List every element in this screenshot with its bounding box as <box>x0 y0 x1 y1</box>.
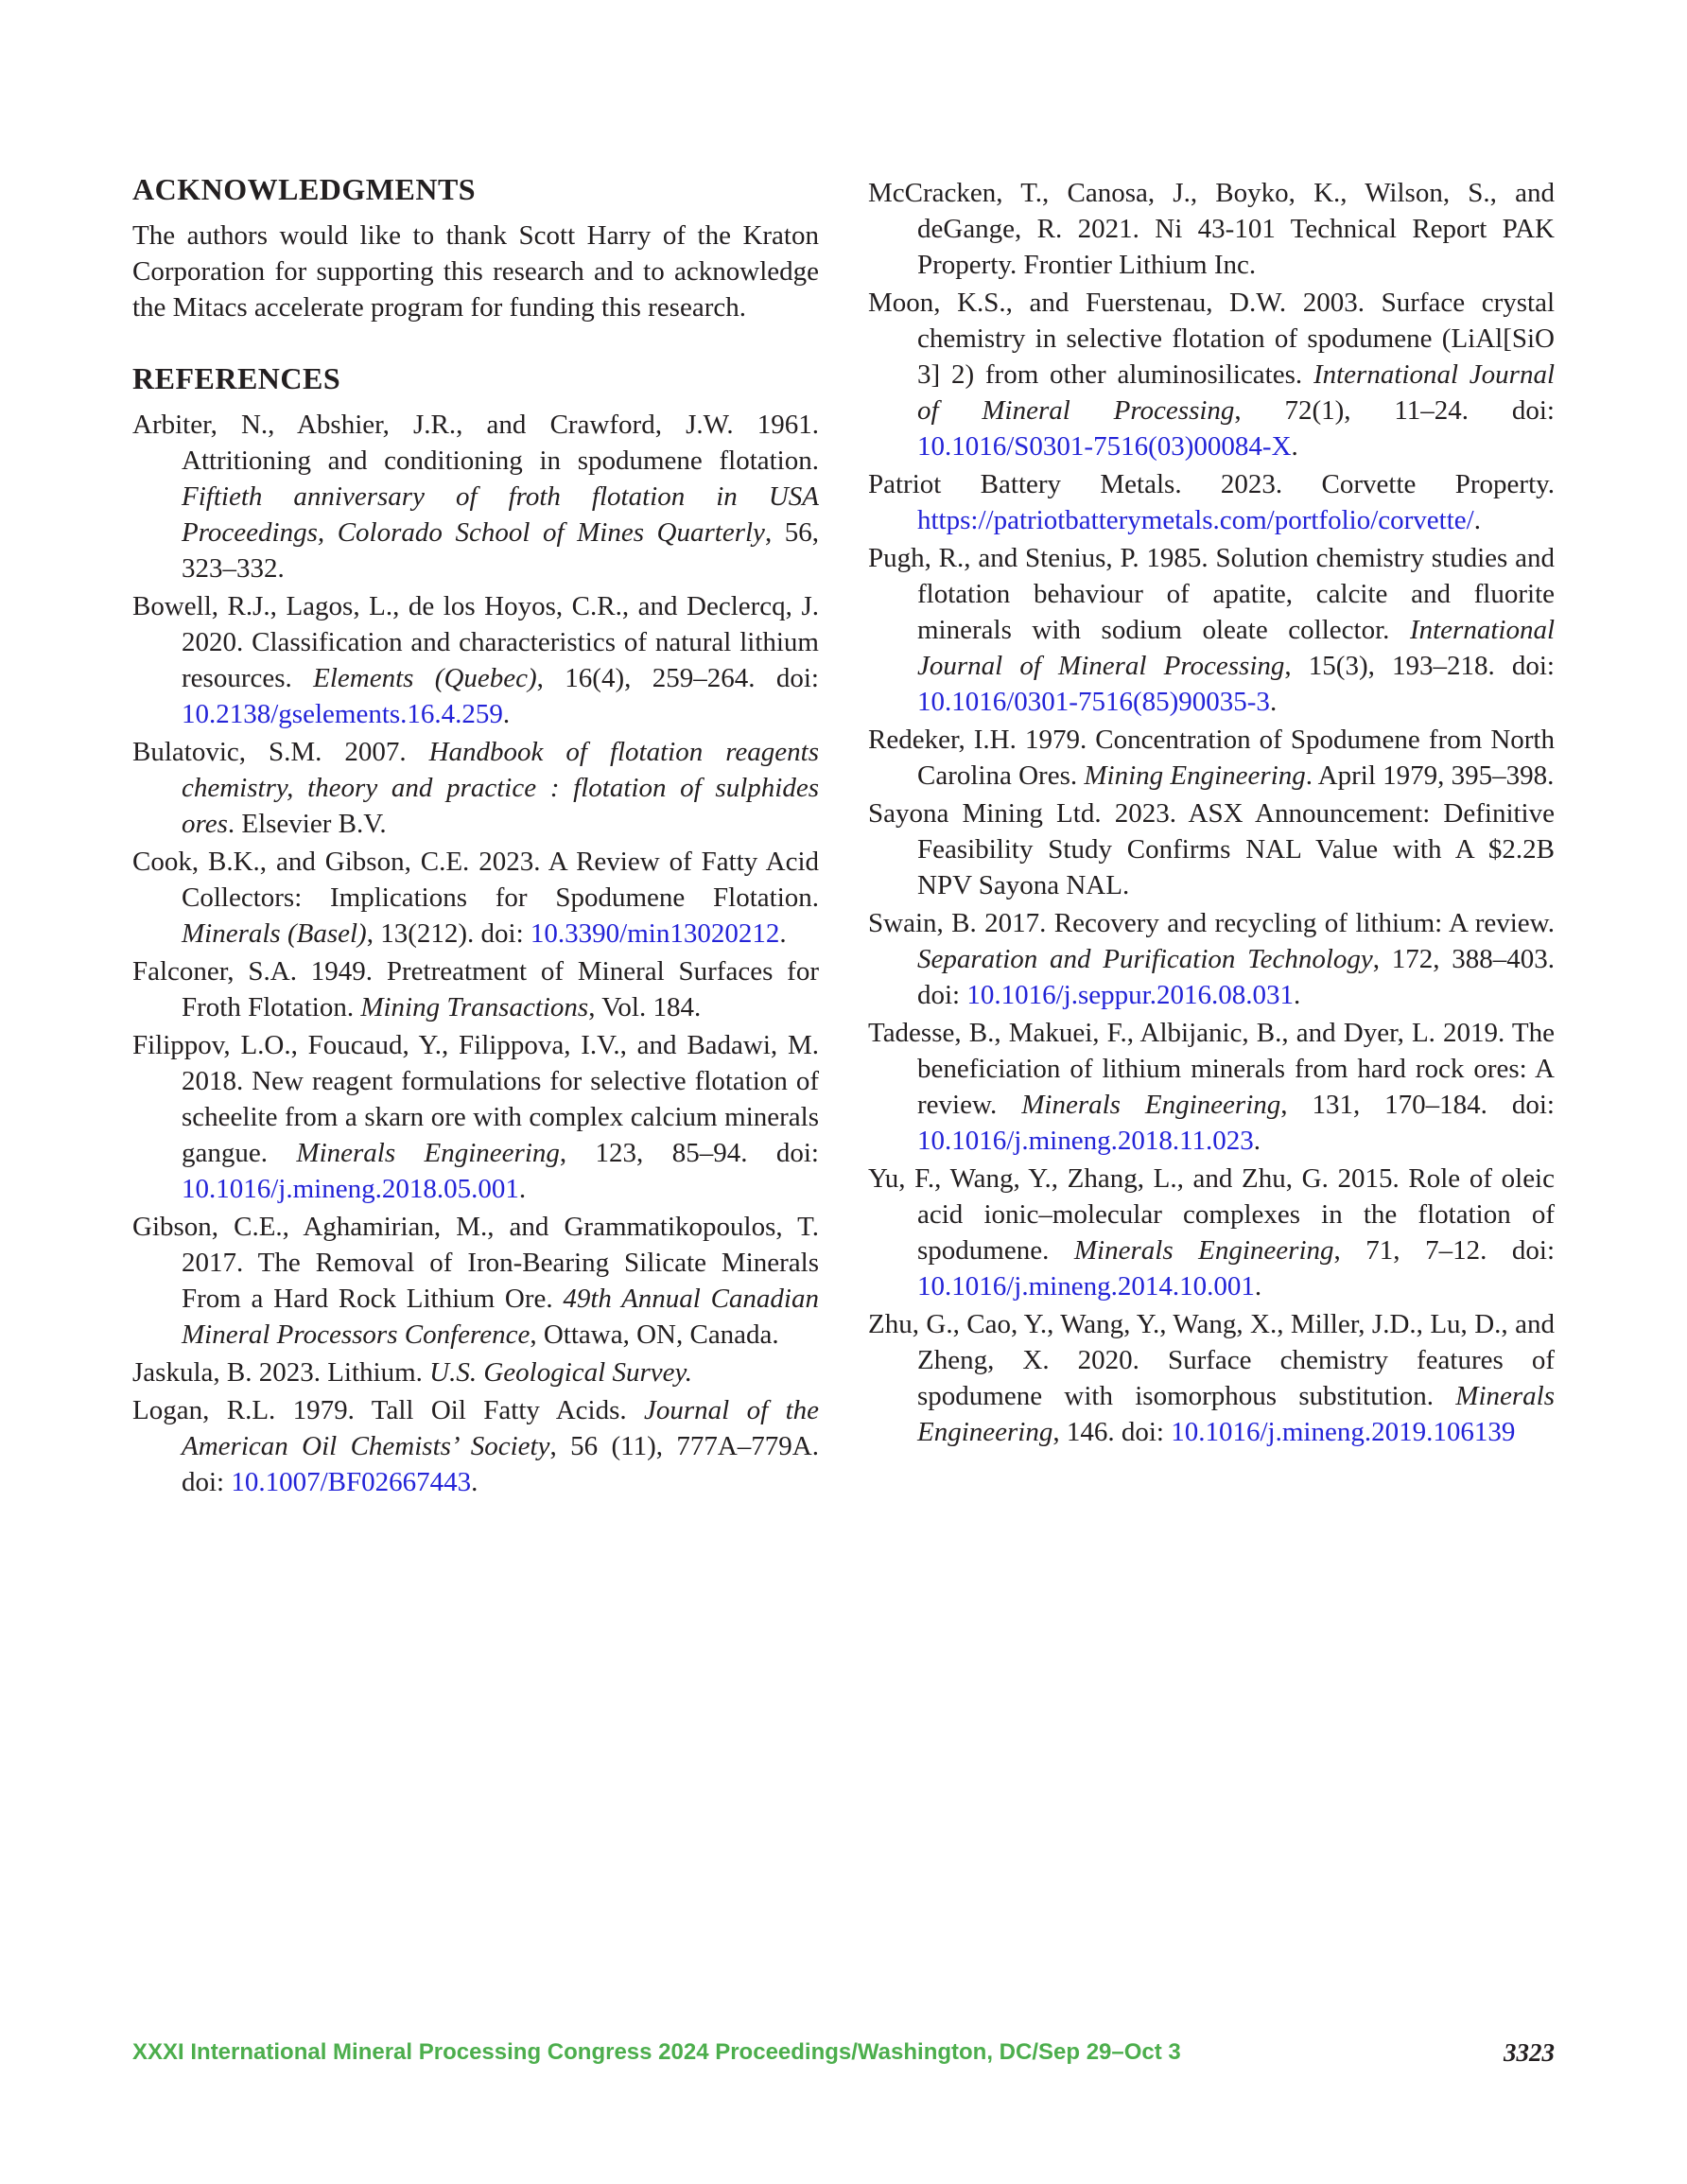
reference-entry <box>132 1209 819 1353</box>
reference-entry <box>132 953 819 1025</box>
references-list-right <box>868 175 1555 1450</box>
reference-entry <box>132 844 819 952</box>
reference-entry <box>132 1027 819 1207</box>
reference-text: Bulatovic, S.M. 2007. <box>132 737 429 767</box>
reference-text: McCracken, T., Canosa, J., Boyko, K., Wilson, S., and deGange, R. 2021. Ni 43-101 Technical Report PAK Property. Frontier Lithium Inc. <box>868 178 1555 280</box>
reference-source-title: Minerals (Basel) <box>182 918 367 949</box>
reference-text: Pugh, R., and Stenius, P. 1985. Solution chemistry studies and flotation behaviour of apatite, calcite and fluorite minerals with sodium oleate collector. <box>868 543 1555 645</box>
reference-entry <box>868 722 1555 794</box>
reference-entry <box>868 285 1555 464</box>
reference-doi-link[interactable]: 10.1016/j.mineng.2019.106139 <box>1171 1417 1516 1447</box>
reference-doi-label: doi: <box>1121 1417 1172 1447</box>
reference-doi-link[interactable]: 10.3390/min13020212 <box>530 918 780 949</box>
reference-doi-link[interactable]: 10.1016/j.mineng.2018.11.023 <box>917 1126 1254 1156</box>
reference-text: Yu, F., Wang, Y., Zhang, L., and Zhu, G. 2015. Role of oleic acid ionic–molecular complexes in the flotation of spodumene. <box>868 1163 1555 1266</box>
reference-end-punctuation: . <box>1269 687 1278 717</box>
reference-doi-label: doi: <box>775 1138 819 1168</box>
reference-details: , 123, 85–94. <box>559 1138 776 1168</box>
reference-entry <box>132 588 819 732</box>
left-column <box>132 170 819 1502</box>
reference-entry <box>868 466 1555 538</box>
reference-details: , Ottawa, ON, Canada. <box>530 1319 779 1350</box>
reference-doi-link[interactable]: 10.1016/S0301-7516(03)00084-X <box>917 431 1292 462</box>
reference-source-title: Minerals Engineering <box>1021 1090 1281 1120</box>
reference-source-title: International Journal of Mineral Processing <box>917 359 1556 426</box>
reference-text: Cook, B.K., and Gibson, C.E. 2023. A Review of Fatty Acid Collectors: Implications for Spodumene Flotation. <box>132 847 819 913</box>
reference-source-title: Fiftieth anniversary of froth flotation in USA Proceedings, Colorado School of Mines Quarterly <box>182 481 819 548</box>
reference-source-title: Separation and Purification Technology <box>917 944 1373 974</box>
reference-end-punctuation: . <box>779 918 787 949</box>
reference-doi-link[interactable]: 10.2138/gselements.16.4.259 <box>182 699 503 729</box>
reference-end-punctuation: . <box>502 699 511 729</box>
right-column <box>868 175 1555 1452</box>
acknowledgments-text: The authors would like to thank Scott Harry of the Kraton Corporation for supporting this research and to acknowledge the Mitacs accelerate program for funding this research. <box>132 220 819 323</box>
reference-doi-link[interactable]: 10.1016/0301-7516(85)90035-3 <box>917 687 1270 717</box>
reference-doi-label: doi: <box>1511 1090 1555 1120</box>
reference-doi-link[interactable]: 10.1007/BF02667443 <box>231 1467 472 1497</box>
reference-source-title: Minerals Engineering <box>296 1138 560 1168</box>
reference-details: , Vol. 184. <box>588 992 702 1022</box>
reference-details: . April 1979, 395–398. <box>1305 760 1555 791</box>
reference-details: , 146. <box>1052 1417 1122 1447</box>
reference-entry <box>868 1161 1555 1304</box>
reference-doi-link[interactable]: https://patriotbatterymetals.com/portfolio/corvette/ <box>917 505 1474 535</box>
reference-text: Zhu, G., Cao, Y., Wang, Y., Wang, X., Miller, J.D., Lu, D., and Zheng, X. 2020. Surface chemistry features of spodumene with isomorphous substitution. <box>868 1309 1555 1411</box>
reference-entry <box>132 1392 819 1500</box>
reference-source-title: Minerals Engineering <box>1073 1235 1334 1266</box>
reference-text: Sayona Mining Ltd. 2023. ASX Announcement: Definitive Feasibility Study Confirms NAL Value with A $2.2B NPV Sayona NAL. <box>868 798 1555 900</box>
reference-doi-link[interactable]: 10.1016/j.mineng.2014.10.001 <box>917 1271 1255 1302</box>
reference-end-punctuation: . <box>1293 980 1301 1010</box>
reference-source-title: International Journal of Mineral Processing <box>917 615 1555 681</box>
reference-doi-label: doi: <box>775 663 819 693</box>
reference-text: Tadesse, B., Makuei, F., Albijanic, B., and Dyer, L. 2019. The beneficiation of lithium minerals from hard rock ores: A review. <box>868 1018 1555 1120</box>
reference-source-title: Minerals Engineering <box>917 1381 1555 1447</box>
reference-entry <box>132 407 819 586</box>
reference-details: , 16(4), 259–264. <box>536 663 776 693</box>
reference-doi-label: doi: <box>480 918 530 949</box>
reference-source-title: Journal of the American Oil Chemists’ Society <box>182 1395 819 1461</box>
reference-entry <box>868 905 1555 1013</box>
reference-details: , 13(212). <box>366 918 481 949</box>
reference-entry <box>868 1015 1555 1159</box>
reference-text: Patriot Battery Metals. 2023. Corvette Property. <box>868 469 1555 499</box>
reference-source-title: Handbook of flotation reagents chemistry, theory and practice : flotation of sulphides ores <box>182 737 819 839</box>
reference-text: Bowell, R.J., Lagos, L., de los Hoyos, C.R., and Declercq, J. 2020. Classification and characteristics of natural lithium resources. <box>132 591 819 693</box>
footer-page-number: 3323 <box>1504 2037 1555 2067</box>
reference-source-title: Mining Transactions <box>360 992 589 1022</box>
reference-text: Jaskula, B. 2023. Lithium. <box>132 1357 430 1388</box>
reference-doi-label: doi: <box>1511 1235 1556 1266</box>
reference-entry <box>868 795 1555 903</box>
reference-entry <box>132 734 819 842</box>
reference-end-punctuation: . <box>518 1174 527 1204</box>
reference-end-punctuation: . <box>1291 431 1298 462</box>
reference-details: , 72(1), 11–24. <box>1234 395 1512 426</box>
reference-details: . Elsevier B.V. <box>227 809 387 839</box>
reference-end-punctuation: . <box>1253 1126 1261 1156</box>
footer-conference-title: XXXI International Mineral Processing Congress 2024 Proceedings/Washington, DC/Sep 29–Oct 3 <box>132 2039 1181 2065</box>
reference-details: , 56 (11), 777A–779A. <box>549 1431 819 1461</box>
acknowledgments-heading: ACKNOWLEDGMENTS <box>132 172 477 206</box>
reference-text: Gibson, C.E., Aghamirian, M., and Grammatikopoulos, T. 2017. The Removal of Iron-Bearing Silicate Minerals From a Hard Rock Lithium Ore. <box>132 1212 819 1314</box>
reference-details: , 56, 323–332. <box>182 517 820 584</box>
reference-entry <box>868 175 1555 283</box>
references-heading: REFERENCES <box>132 361 341 395</box>
reference-entry <box>132 1354 819 1390</box>
reference-text: Arbiter, N., Abshier, J.R., and Crawford, J.W. 1961. Attritioning and conditioning in spodumene flotation. <box>132 410 819 476</box>
reference-details: , 71, 7–12. <box>1333 1235 1512 1266</box>
reference-doi-label: doi: <box>182 1467 232 1497</box>
reference-doi-link[interactable]: 10.1016/j.mineng.2018.05.001 <box>182 1174 519 1204</box>
reference-text: Moon, K.S., and Fuerstenau, D.W. 2003. Surface crystal chemistry in selective flotation of spodumene (LiAl[SiO 3] 2) from other aluminosilicates. <box>868 288 1555 390</box>
reference-source-title: Mining Engineering <box>1084 760 1306 791</box>
reference-text: Filippov, L.O., Foucaud, Y., Filippova, I.V., and Badawi, M. 2018. New reagent formulations for selective flotation of scheelite from a skarn ore with complex calcium minerals gangue. <box>132 1030 819 1168</box>
reference-doi-label: doi: <box>1511 651 1555 681</box>
reference-text: Falconer, S.A. 1949. Pretreatment of Mineral Surfaces for Froth Flotation. <box>132 956 819 1022</box>
reference-doi-label: doi: <box>1511 395 1555 426</box>
reference-entry <box>868 540 1555 720</box>
reference-details: , 15(3), 193–218. <box>1284 651 1512 681</box>
reference-end-punctuation: . <box>471 1467 478 1497</box>
reference-details: , 131, 170–184. <box>1280 1090 1512 1120</box>
reference-end-punctuation: . <box>1254 1271 1262 1302</box>
reference-source-title: U.S. Geological Survey. <box>429 1357 693 1388</box>
references-list-left <box>132 407 819 1500</box>
reference-end-punctuation: . <box>1473 505 1481 535</box>
reference-details: , 172, 388–403. <box>1372 944 1555 974</box>
reference-text: Logan, R.L. 1979. Tall Oil Fatty Acids. <box>132 1395 645 1425</box>
reference-doi-label: doi: <box>917 980 967 1010</box>
reference-doi-link[interactable]: 10.1016/j.seppur.2016.08.031 <box>966 980 1294 1010</box>
reference-source-title: 49th Annual Canadian Mineral Processors Conference <box>182 1284 819 1350</box>
reference-source-title: Elements (Quebec) <box>313 663 537 693</box>
reference-entry <box>868 1306 1555 1450</box>
reference-text: Redeker, I.H. 1979. Concentration of Spodumene from North Carolina Ores. <box>868 725 1555 791</box>
page-footer <box>132 2034 1555 2071</box>
reference-text: Swain, B. 2017. Recovery and recycling of lithium: A review. <box>868 908 1555 938</box>
